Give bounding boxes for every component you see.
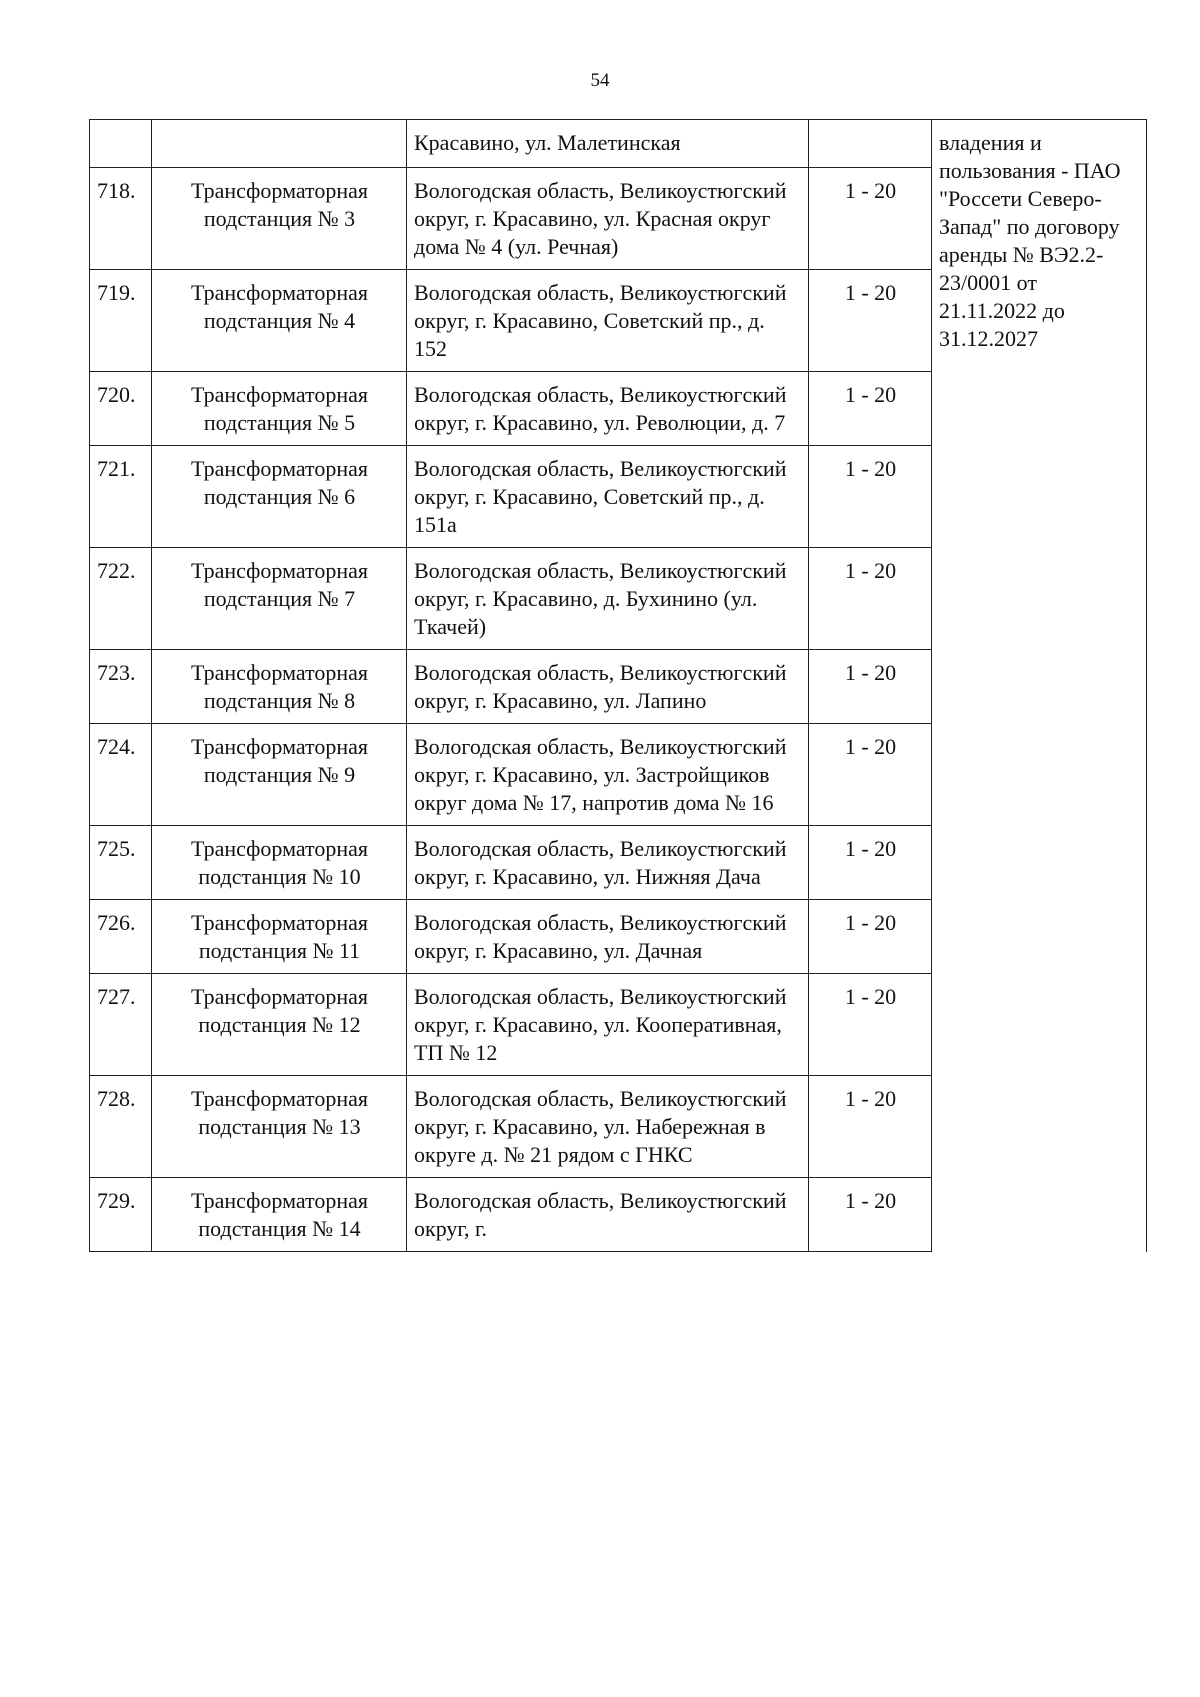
- object-name-cell: Трансформаторная подстанция № 10: [152, 826, 407, 900]
- term-cell: 1 - 20: [809, 650, 932, 724]
- row-number-cell: 719.: [90, 270, 152, 372]
- term-cell: 1 - 20: [809, 548, 932, 650]
- address-cell: Вологодская область, Великоустюгский округ, г. Красавино, ул. Застройщиков округ дома № 17, напротив дома № 16: [407, 724, 809, 826]
- address-cell: Вологодская область, Великоустюгский округ, г. Красавино, ул. Нижняя Дача: [407, 826, 809, 900]
- address-cell: Вологодская область, Великоустюгский округ, г. Красавино, ул. Набережная в округе д. № 21 рядом с ГНКС: [407, 1076, 809, 1178]
- row-number-cell: 723.: [90, 650, 152, 724]
- term-cell: 1 - 20: [809, 826, 932, 900]
- term-cell: 1 - 20: [809, 270, 932, 372]
- continuation-row: [90, 120, 1147, 168]
- address-cell: Вологодская область, Великоустюгский округ, г. Красавино, ул. Красная округ дома № 4 (ул. Речная): [407, 168, 809, 270]
- address-cell: Вологодская область, Великоустюгский округ, г. Красавино, ул. Кооперативная, ТП № 12: [407, 974, 809, 1076]
- row-number-cell: 721.: [90, 446, 152, 548]
- page-number: 54: [590, 70, 610, 91]
- object-name-cell: Трансформаторная подстанция № 3: [152, 168, 407, 270]
- row-number-cell: 718.: [90, 168, 152, 270]
- object-name-cell: Трансформаторная подстанция № 7: [152, 548, 407, 650]
- address-cell: Вологодская область, Великоустюгский округ, г. Красавино, ул. Лапино: [407, 650, 809, 724]
- row-number-cell: 729.: [90, 1178, 152, 1252]
- address-cell: Вологодская область, Великоустюгский округ, г. Красавино, ул. Дачная: [407, 900, 809, 974]
- object-name-cell: Трансформаторная подстанция № 13: [152, 1076, 407, 1178]
- row-number-cell: 720.: [90, 372, 152, 446]
- term-cell: 1 - 20: [809, 724, 932, 826]
- term-cell: 1 - 20: [809, 1076, 932, 1178]
- row-number-cell: 724.: [90, 724, 152, 826]
- term-cell: 1 - 20: [809, 446, 932, 548]
- term-cell: 1 - 20: [809, 1178, 932, 1252]
- row-number-cell: 725.: [90, 826, 152, 900]
- row-number-cell: [90, 120, 152, 168]
- ownership-note-cell: владения и пользования - ПАО "Россети Северо-Запад" по договору аренды № ВЭ2.2-23/0001 от 21.11.2022 до 31.12.2027: [932, 120, 1147, 1252]
- term-cell: [809, 120, 932, 168]
- object-name-cell: Трансформаторная подстанция № 5: [152, 372, 407, 446]
- address-cell: Вологодская область, Великоустюгский округ, г. Красавино, ул. Революции, д. 7: [407, 372, 809, 446]
- term-cell: 1 - 20: [809, 974, 932, 1076]
- address-cell: Вологодская область, Великоустюгский округ, г. Красавино, Советский пр., д. 151а: [407, 446, 809, 548]
- object-name-cell: Трансформаторная подстанция № 8: [152, 650, 407, 724]
- row-number-cell: 727.: [90, 974, 152, 1076]
- object-name-cell: [152, 120, 407, 168]
- term-cell: 1 - 20: [809, 168, 932, 270]
- object-name-cell: Трансформаторная подстанция № 14: [152, 1178, 407, 1252]
- term-cell: 1 - 20: [809, 372, 932, 446]
- address-cell: Вологодская область, Великоустюгский округ, г.: [407, 1178, 809, 1252]
- row-number-cell: 728.: [90, 1076, 152, 1178]
- object-name-cell: Трансформаторная подстанция № 11: [152, 900, 407, 974]
- row-number-cell: 726.: [90, 900, 152, 974]
- object-name-cell: Трансформаторная подстанция № 12: [152, 974, 407, 1076]
- object-name-cell: Трансформаторная подстанция № 4: [152, 270, 407, 372]
- term-cell: 1 - 20: [809, 900, 932, 974]
- object-name-cell: Трансформаторная подстанция № 6: [152, 446, 407, 548]
- address-cell: Красавино, ул. Малетинская: [407, 120, 809, 168]
- object-name-cell: Трансформаторная подстанция № 9: [152, 724, 407, 826]
- registry-table: [89, 119, 1147, 1252]
- address-cell: Вологодская область, Великоустюгский округ, г. Красавино, д. Бухинино (ул. Ткачей): [407, 548, 809, 650]
- address-cell: Вологодская область, Великоустюгский округ, г. Красавино, Советский пр., д. 152: [407, 270, 809, 372]
- row-number-cell: 722.: [90, 548, 152, 650]
